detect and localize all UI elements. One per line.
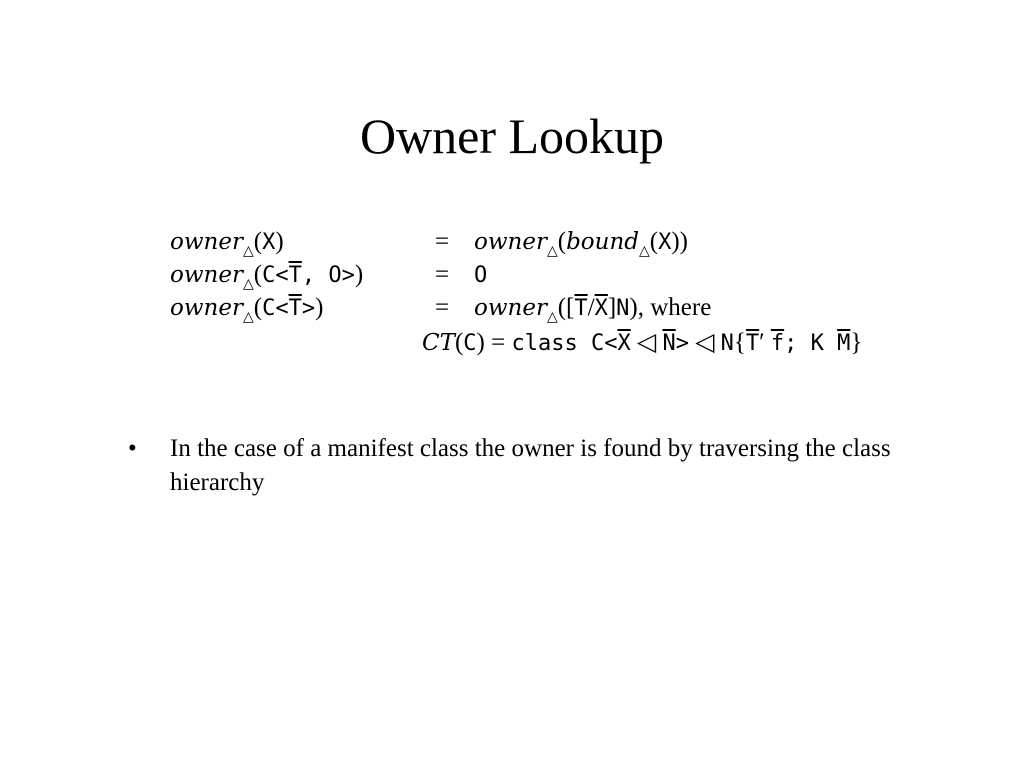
rule-3-lhs: $owner_\triangle(C<\overline{T}>)$ [170,294,324,325]
bullet-item [124,432,904,500]
rule-3-equals: = [434,294,450,321]
bullet-dot-icon: • [128,435,137,462]
rule-2-rhs: O [474,263,488,288]
rule-row-4 [170,327,862,360]
rule-1-rhs: owner$_\triangle$(bound$_\triangle$(X)) [474,228,688,259]
rule-row-2 [170,261,862,294]
rule-3-rhs: $owner_\triangle([\overline{T}/\overline{X}]N)$, where [474,294,712,325]
rule-2-lhs: $owner_\triangle(C<\overline{T}$, O>) [170,261,364,292]
rule-1-equals: = [434,228,450,255]
bullet-list [124,432,904,500]
rule-4-class-table: CT(C) = class $C<\overline{X}$ ◁ $\overline{N}>$ ◁ $N\{\overline{T}'$ $\overline{f}$; K $\overline{M}$} [422,329,863,356]
rule-1-lhs: owner$_\triangle$(X) [170,228,284,259]
bullet-text: In the case of a manifest class the owner is found by traversing the class hierarchy [170,435,891,496]
owner-lookup-rules [170,228,862,360]
rule-row-3 [170,294,862,327]
rule-2-equals: = [434,261,450,288]
slide-title: Owner Lookup [359,108,665,164]
rule-row-1 [170,228,862,261]
